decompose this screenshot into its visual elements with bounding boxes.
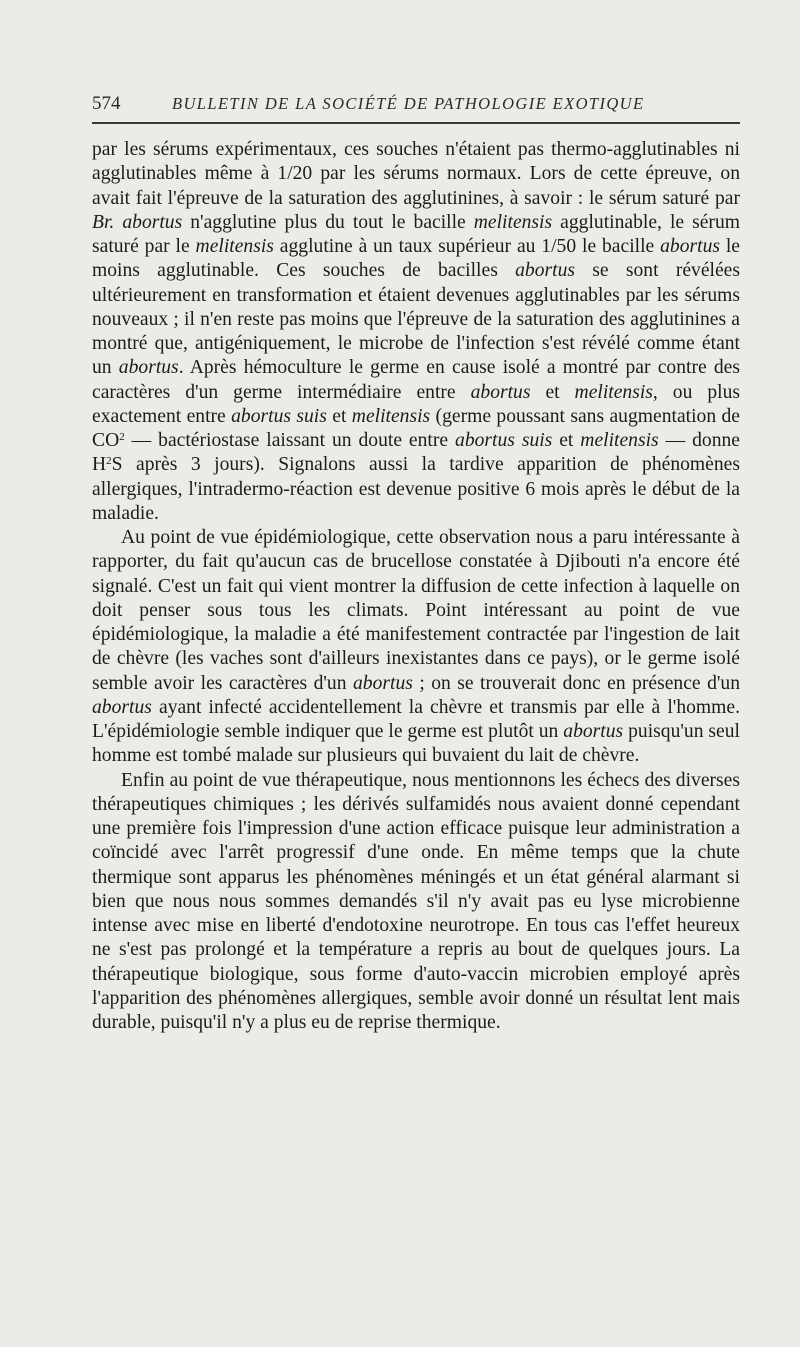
italic-term: melitensis bbox=[574, 381, 653, 403]
italic-term: abortus bbox=[563, 721, 624, 742]
text-run: agglutinable, le sérum saturé par le bbox=[92, 211, 740, 257]
italic-term: abortus suis bbox=[231, 405, 327, 427]
body-text bbox=[92, 138, 740, 1035]
running-title: BULLETIN DE LA SOCIÉTÉ DE PATHOLOGIE EXOTIQUE bbox=[172, 94, 645, 113]
text-run: (germe poussant sans augmentation de CO bbox=[92, 405, 741, 451]
italic-term: melitensis bbox=[195, 236, 274, 257]
italic-term: melitensis bbox=[580, 430, 659, 451]
text-run: Enfin au point de vue thérapeutique, nous mentionnons les échecs des diverses thérapeutiques chimiques ; les dérivés sulfamidés nous avaient donné cependant une première fois l'impression d'une action efficace puisque leur administration a coïncidé avec l'arrêt progressif d'une onde. En même temps que la chute thermique sont apparus les phénomènes méningés et un état général alarmant si bien que nous nous sommes demandés s'il n'y avait pas eu lyse microbienne intense avec mise en liberté d'endotoxine neurotrope. En tous cas l'effet heureux ne s'est pas prolongé et la température a repris au bout de quelques jours. La thérapeutique biologique, sous forme d'auto-vaccin microbien employé après l'apparition des phénomènes allergiques, semble avoir donné un résultat lent mais durable, puisqu'il n'y a plus eu de reprise thermique. bbox=[92, 769, 740, 1033]
text-run: . Après hémoculture le germe en cause isolé a montré par contre des caractères d'un germe intermédiaire entre bbox=[92, 357, 740, 403]
text-run: n'agglutine plus du tout le bacille bbox=[182, 211, 474, 233]
italic-term: abortus bbox=[92, 696, 152, 718]
italic-term: abortus bbox=[118, 357, 179, 379]
text-run: puisqu'un seul homme est tombé malade sur plusieurs qui buvaient du lait de chèvre. bbox=[92, 721, 740, 767]
text-run: et bbox=[552, 430, 581, 451]
text-run: se sont révélées ultérieurement en transformation et étaient devenues agglutinables par les sérums nouveaux ; il n'en reste pas moins que l'épreuve de la saturation des agglutinines a montré que, antigéniquement, le microbe de l'infection s'est révélé comme étant un bbox=[92, 260, 741, 379]
paragraph-2 bbox=[92, 526, 740, 769]
italic-term: abortus bbox=[660, 236, 720, 257]
text-run: le moins agglutinable. Ces souches de bacilles bbox=[92, 236, 741, 282]
italic-term: melitensis bbox=[473, 211, 553, 233]
header-rule bbox=[92, 122, 740, 124]
superscript: 2 bbox=[106, 455, 112, 468]
text-run: ; on se trouverait donc en présence d'un bbox=[412, 672, 740, 694]
text-run: et bbox=[326, 405, 352, 427]
page-header bbox=[92, 90, 740, 118]
text-run: et bbox=[530, 381, 575, 403]
italic-term: abortus suis bbox=[455, 430, 553, 451]
text-run: S après 3 jours). Signalons aussi la tardive apparition de phénomènes allergiques, l'intradermo-réaction est devenue positive 6 mois après le début de la maladie. bbox=[92, 454, 740, 524]
text-run: par les sérums expérimentaux, ces souches n'étaient pas thermo-agglutinables ni agglutinables même à 1/20 par les sérums normaux. Lors de cette épreuve, on avait fait l'épreuve de la saturation des agglutinines, à savoir : le sérum saturé par bbox=[92, 139, 740, 209]
text-run: ayant infecté accidentellement la chèvre et transmis par elle à l'homme. L'épidémiologie semble indiquer que le germe est plutôt un bbox=[92, 696, 740, 742]
page-number: 574 bbox=[92, 93, 121, 114]
italic-term: abortus bbox=[352, 672, 413, 694]
italic-term: abortus bbox=[515, 260, 575, 282]
italic-term: abortus bbox=[470, 381, 531, 403]
paragraph-1 bbox=[92, 138, 740, 526]
italic-term: Br. abortus bbox=[92, 211, 183, 233]
italic-term: melitensis bbox=[351, 405, 431, 427]
text-run: , ou plus exactement entre bbox=[92, 381, 740, 427]
superscript: 2 bbox=[119, 431, 125, 443]
text-run: agglutine à un taux supérieur au 1/50 le bacille bbox=[273, 236, 661, 257]
text-run: — donne H bbox=[92, 430, 740, 476]
text-run: — bactériostase laissant un doute entre bbox=[124, 430, 456, 451]
paragraph-3 bbox=[92, 769, 740, 1036]
text-run: Au point de vue épidémiologique, cette observation nous a paru intéressante à rapporter, du fait qu'aucun cas de brucellose constatée à Djibouti n'a encore été signalé. C'est un fait qui vient montrer la diffusion de cette infection à laquelle on doit penser sous tous les climats. Point intéressant au point de vue épidémiologique, la maladie a été manifestement contractée par l'ingestion de lait de chèvre (les vaches sont d'ailleurs inexistantes dans ce pays), or le germe isolé semble avoir les caractères d'un bbox=[92, 527, 740, 694]
